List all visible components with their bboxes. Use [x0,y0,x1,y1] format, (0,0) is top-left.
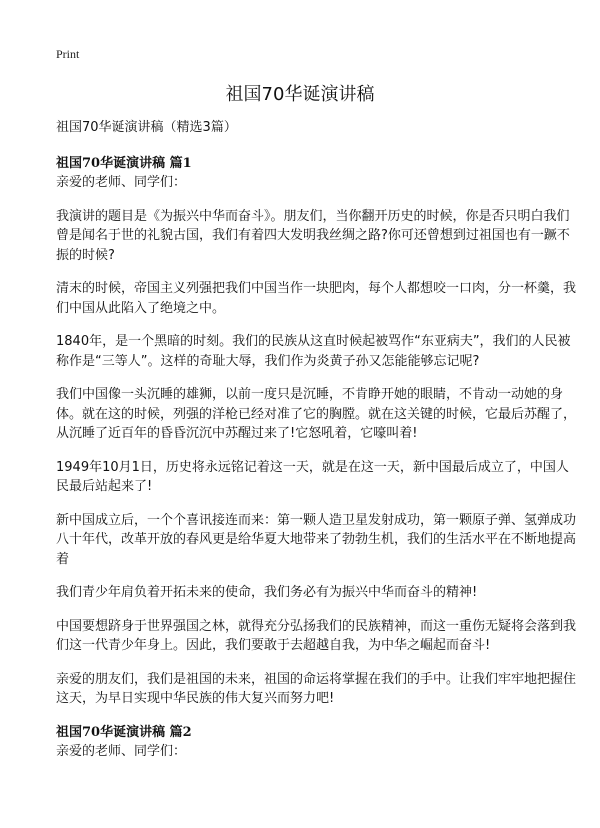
paragraph: 1840年，是一个黑暗的时刻。我们的民族从这直时候起被骂作“东亚病夫”，我们的人民被称作是“三等人”。这样的奇耻大辱，我们作为炎黄子孙又怎能能够忘记呢? [56,334,571,369]
speech-section-2 [56,723,578,762]
page-title: 祖国70华诞演讲稿 [225,84,375,105]
print-link[interactable]: Print [56,47,80,61]
paragraph: 清末的时候，帝国主义列强把我们中国当作一块肥肉，每个人都想咬一口肉，分一杯羹，我们中国从此陷入了绝境之中。 [56,281,577,316]
paragraph: 我们青少年肩负着开拓未来的使命，我们务必有为振兴中华而奋斗的精神! [56,585,478,600]
paragraph: 亲爱的老师、同学们： [56,175,187,190]
paragraph: 我演讲的题目是《为振兴中华而奋斗》。朋友们，当你翻开历史的时候，你是否只明白我们曾是闻名于世的礼貌古国，我们有着四大发明我丝绸之路?你可还曾想到过祖国也有一蹶不振的时候? [56,208,570,263]
section-heading: 祖国70华诞演讲稿 篇1 [56,155,192,171]
paragraph: 新中国成立后，一个个喜讯接连而来：第一颗人造卫星发射成功，第一颗原子弹、氢弹成功八十年代，改革开放的春风更是给华夏大地带来了勃勃生机，我们的生活水平在不断地提高着 [56,512,577,567]
document-subtitle: 祖国70华诞演讲稿（精选3篇） [56,120,237,135]
paragraph: 我们中国像一头沉睡的雄狮，以前一度只是沉睡，不肯睁开她的眼睛，不肯动一动她的身体。就在这的时候，列强的洋枪已经对准了它的胸膛。就在这关键的时候，它最后苏醒了，从沉睡了近百年的昏昏沉沉中苏醒过来了!它怒吼着，它嚎叫着! [56,387,577,441]
speech-section-1 [56,154,578,709]
paragraph: 亲爱的朋友们，我们是祖国的未来，祖国的命运将掌握在我们的手中。让我们牢牢地把握住这天，为早日实现中华民族的伟大复兴而努力吧! [56,671,577,706]
paragraph: 1949年10月1日，历史将永远铭记着这一天，就是在这一天，新中国最后成立了，中国人民最后站起来了! [56,459,569,494]
section-heading: 祖国70华诞演讲稿 篇2 [56,724,192,740]
paragraph: 亲爱的老师、同学们： [56,744,187,759]
document-body [56,118,578,776]
paragraph: 中国要想跻身于世界强国之林，就得充分弘扬我们的民族精神，而这一重伤无疑将会落到我们这一代青少年身上。因此，我们要敢于去超越自我，为中华之崛起而奋斗! [56,618,577,653]
